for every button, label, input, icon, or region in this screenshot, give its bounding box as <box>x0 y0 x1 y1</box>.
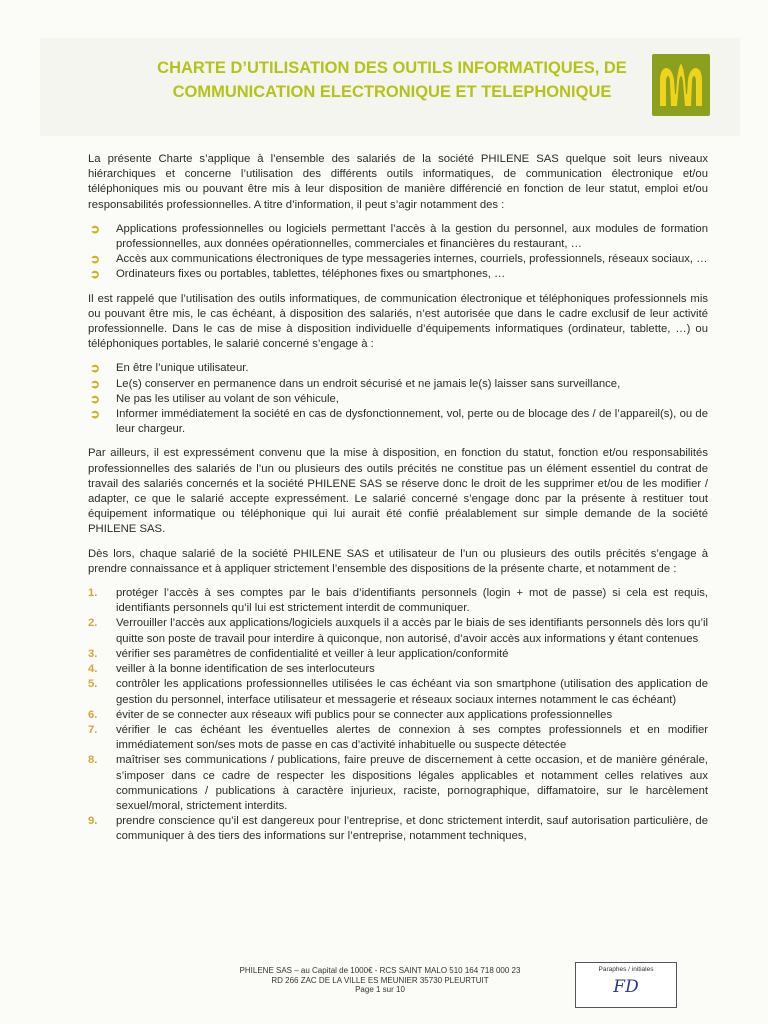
list-item <box>88 708 708 723</box>
commitments-list <box>88 361 708 437</box>
page-number: Page 1 sur 10 <box>355 985 405 994</box>
initials-box <box>575 962 677 1008</box>
arrow-bullet-icon: ➲ <box>90 361 101 376</box>
list-item <box>88 267 708 282</box>
list-item-text: prendre conscience qu’il est dangereux pour l’entreprise, et donc strictement interdit, sauf autorisation particulière, de communiquer à des tiers des informations sur l’entreprise, notamment techniques, <box>116 815 708 843</box>
list-item <box>88 586 708 616</box>
list-item-text: vérifier ses paramètres de confidentialité et veiller à leur application/conformité <box>116 647 509 660</box>
list-item <box>88 377 708 392</box>
list-number: 5. <box>88 678 98 691</box>
list-item <box>88 662 708 677</box>
arrow-bullet-icon: ➲ <box>90 391 101 406</box>
golden-arches-icon <box>652 54 710 116</box>
list-item <box>88 392 708 407</box>
list-item-text: vérifier le cas échéant les éventuelles alertes de connexion à ses comptes professionnels et en modifier immédiatement son/ses mots de passe en cas d’activité inhabituelle ou suspecte détectée <box>116 723 708 752</box>
document-header <box>40 38 740 136</box>
list-item-text: Le(s) conserver en permanence dans un endroit sécurisé et ne jamais le(s) laisser sans surveillance, <box>116 377 621 390</box>
list-item <box>88 407 708 437</box>
initials-label: Paraphes / initiales <box>598 966 654 973</box>
list-item-text: contrôler les applications professionnelles utilisées le cas échéant via son smartphone (utilisation des application de gestion du personnel, interface utilisateur et messagerie et réseaux sociaux internes notamment le cas échéant) <box>116 678 708 706</box>
list-item <box>88 753 708 814</box>
list-number: 1. <box>88 587 98 600</box>
charter-body <box>88 152 708 854</box>
list-item-text: Informer immédiatement la société en cas de dysfonctionnement, vol, perte ou de blocage des / de l’appareil(s), ou de leur chargeur. <box>116 408 708 436</box>
list-number: 3. <box>88 647 98 660</box>
arrow-bullet-icon: ➲ <box>90 221 101 236</box>
list-item <box>88 252 708 267</box>
list-item <box>88 616 708 646</box>
list-item <box>88 723 708 753</box>
list-number: 8. <box>88 754 98 767</box>
arrow-bullet-icon: ➲ <box>90 407 101 422</box>
rules-list <box>88 586 708 844</box>
list-number: 2. <box>88 617 98 630</box>
equipment-paragraph: Par ailleurs, il est expressément convenu que la mise à disposition, en fonction du statut, fonction et/ou responsabilités professionnelles des salariés de l’un ou plusieurs des outils précités ne constitue pas un élément essentiel du contrat de travail des salariés concernés et la société PHILENE SAS se réserve donc le droit de les supprimer et/ou de les modifier / adapter, ce que le salarié accepte expressément. Le salarié concerné s’engage donc par la présente à restituer tout équipement informatique ou téléphonique qui lui aurait été confié préalablement sur simple demande de la société PHILENE SAS. <box>88 447 708 536</box>
mcdonalds-logo <box>652 54 710 116</box>
footer-address-line: RD 266 ZAC DE LA VILLE ES MEUNIER 35730 PLEURTUIT <box>271 975 489 985</box>
tools-list <box>88 222 708 283</box>
list-item <box>88 677 708 707</box>
title-line-1: CHARTE D’UTILISATION DES OUTILS INFORMATIQUES, DE <box>157 59 627 77</box>
list-item-text: Ordinateurs fixes ou portables, tablettes, téléphones fixes ou smartphones, … <box>116 268 506 281</box>
list-item-text: Applications professionnelles ou logiciels permettant l’accès à la gestion du personnel, aux modules de formation professionnelles, aux données opérationnelles, commerciales et financières du restaurant, … <box>116 222 708 251</box>
rules-intro-paragraph: Dès lors, chaque salarié de la société PHILENE SAS et utilisateur de l’un ou plusieurs des outils précités s’engage à prendre connaissance et à appliquer strictement l’ensemble des dispositions de la présente charte, et notamment de : <box>88 547 708 575</box>
list-item-text: Ne pas les utiliser au volant de son véhicule, <box>116 392 339 405</box>
list-item-text: protéger l’accès à ses comptes par le bais d’identifiants personnels (login + mot de passe) si cela est requis, identifiants personnels qu’il lui est strictement interdit de communiquer. <box>116 587 708 615</box>
list-number: 9. <box>88 815 98 828</box>
list-item <box>88 814 708 844</box>
list-number: 4. <box>88 663 98 676</box>
list-item-text: Accès aux communications électroniques de type messageries internes, courriels, professionnels, réseaux sociaux, … <box>116 253 708 266</box>
list-item <box>88 647 708 662</box>
arrow-bullet-icon: ➲ <box>90 376 101 391</box>
title-line-2: COMMUNICATION ELECTRONIQUE ET TELEPHONIQUE <box>172 83 612 101</box>
list-item-text: En être l’unique utilisateur. <box>116 362 249 375</box>
usage-paragraph: Il est rappelé que l’utilisation des outils informatiques, de communication électronique et téléphoniques professionnels mis ou pouvant être mis, le cas échéant, à disposition des salariés, n’est autorisée que dans le cadre exclusif de leur activité professionnelle. Dans le cas de mise à disposition individuelle d’équipements informatiques (ordinateur, tablette, …) ou téléphoniques portables, le salarié concerné s’engage à : <box>88 292 708 351</box>
handwritten-initials: FD <box>613 977 639 997</box>
arrow-bullet-icon: ➲ <box>90 252 101 267</box>
document-footer <box>190 966 570 995</box>
list-number: 6. <box>88 708 98 721</box>
list-item-text: Verrouiller l’accès aux applications/logiciels auxquels il a accès par le biais de ses identifiants personnels dès lors qu’il quitte son poste de travail pour interdire à quiconque, non autorisé, d’avoir accès aux informations y étant contenues <box>116 617 708 645</box>
list-number: 7. <box>88 723 98 736</box>
list-item-text: veiller à la bonne identification de ses interlocuteurs <box>116 663 375 676</box>
list-item <box>88 222 708 252</box>
intro-paragraph: La présente Charte s’applique à l’ensemble des salariés de la société PHILENE SAS quelque soit leurs niveaux hiérarchiques et concerne l’utilisation des différents outils informatiques, de communication électronique et/ou téléphoniques mis ou pouvant être mis à leur disposition de manière différencié en fonction de leur statut, emploi et/ou responsabilités professionnelles. A titre d’information, il peut s’agir notamment des : <box>88 153 708 211</box>
document-title <box>132 56 652 104</box>
list-item-text: éviter de se connecter aux réseaux wifi publics pour se connecter aux applications professionnelles <box>116 708 613 721</box>
list-item <box>88 361 708 376</box>
footer-company-line: PHILENE SAS – au Capital de 1000€ - RCS SAINT MALO 510 164 718 000 23 <box>239 966 521 975</box>
list-item-text: maîtriser ses communications / publications, faire preuve de discernement à cette occasion, et de manière générale, s’imposer dans ce cadre de respecter les dispositions légales applicables et notamment celles relatives aux communications / publications à caractère injurieux, raciste, pornographique, diffamatoire, sur le harcèlement sexuel/moral, strictement interdits. <box>116 754 708 812</box>
arrow-bullet-icon: ➲ <box>90 267 101 282</box>
